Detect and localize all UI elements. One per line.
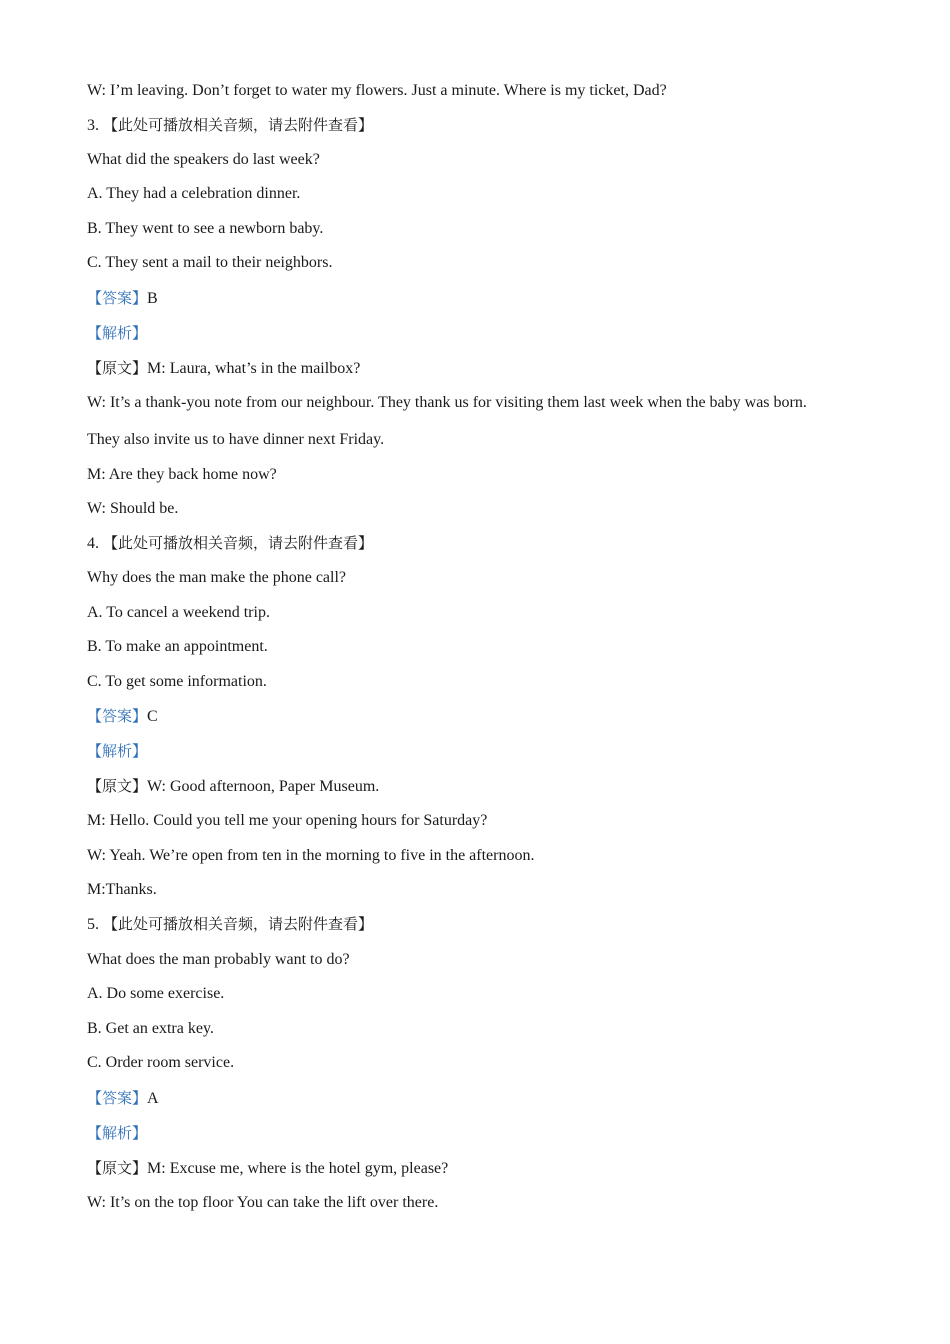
transcript-label: 【原文】 — [87, 777, 148, 795]
option-a: A. To cancel a weekend trip. — [87, 604, 270, 621]
dialogue-line: M: Are they back home now? — [87, 466, 277, 483]
analysis-label: 【解析】 — [87, 742, 148, 760]
transcript-label: 【原文】 — [87, 1159, 148, 1177]
answer-label: 【答案】 — [87, 1089, 148, 1107]
analysis-line — [87, 323, 147, 344]
question-3-header: 3. 【此处可播放相关音频，请去附件查看】 — [87, 116, 374, 134]
audio-placeholder: 【此处可播放相关音频，请去附件查看】 — [103, 116, 374, 134]
option-c: C. They sent a mail to their neighbors. — [87, 254, 333, 271]
transcript-line: 【原文】W: Good afternoon, Paper Museum. — [87, 777, 380, 795]
dialogue-line: W: Should be. — [87, 500, 179, 517]
question-5-text: What does the man probably want to do? — [87, 951, 350, 968]
audio-placeholder: 【此处可播放相关音频，请去附件查看】 — [103, 915, 374, 933]
answer-line: 【答案】B — [87, 289, 158, 307]
option-a: A. Do some exercise. — [87, 985, 225, 1002]
transcript-line: 【原文】M: Laura, what’s in the mailbox? — [87, 359, 361, 377]
dialogue-line: M:Thanks. — [87, 881, 157, 898]
dialogue-line: W: Yeah. We’re open from ten in the morning to five in the afternoon. — [87, 847, 535, 864]
option-c: C. To get some information. — [87, 673, 267, 690]
transcript-label: 【原文】 — [87, 359, 148, 377]
dialogue-line: W: I’m leaving. Don’t forget to water my flowers. Just a minute. Where is my ticket, Dad? — [87, 82, 667, 99]
question-4-text: Why does the man make the phone call? — [87, 569, 347, 586]
transcript-line: 【原文】M: Excuse me, where is the hotel gym, please? — [87, 1159, 449, 1177]
answer-label: 【答案】 — [87, 289, 148, 307]
answer-line: 【答案】C — [87, 707, 158, 725]
dialogue-line: They also invite us to have dinner next Friday. — [87, 431, 385, 448]
option-c: C. Order room service. — [87, 1054, 235, 1071]
analysis-label: 【解析】 — [87, 1124, 148, 1142]
question-5-header: 5. 【此处可播放相关音频，请去附件查看】 — [87, 915, 374, 933]
dialogue-line: W: It’s a thank-you note from our neighbour. They thank us for visiting them last week when the baby was born. — [87, 394, 807, 411]
option-b: B. They went to see a newborn baby. — [87, 220, 324, 237]
option-a: A. They had a celebration dinner. — [87, 185, 301, 202]
dialogue-line: W: It’s on the top floor You can take the lift over there. — [87, 1194, 439, 1211]
question-4-header: 4. 【此处可播放相关音频，请去附件查看】 — [87, 534, 374, 552]
answer-line: 【答案】A — [87, 1089, 159, 1107]
audio-placeholder: 【此处可播放相关音频，请去附件查看】 — [103, 534, 374, 552]
dialogue-line: M: Hello. Could you tell me your opening hours for Saturday? — [87, 812, 488, 829]
analysis-line — [87, 1123, 147, 1144]
option-b: B. To make an appointment. — [87, 638, 268, 655]
answer-label: 【答案】 — [87, 707, 148, 725]
question-3-text: What did the speakers do last week? — [87, 151, 320, 168]
analysis-label: 【解析】 — [87, 324, 148, 342]
option-b: B. Get an extra key. — [87, 1020, 214, 1037]
analysis-line — [87, 741, 147, 762]
